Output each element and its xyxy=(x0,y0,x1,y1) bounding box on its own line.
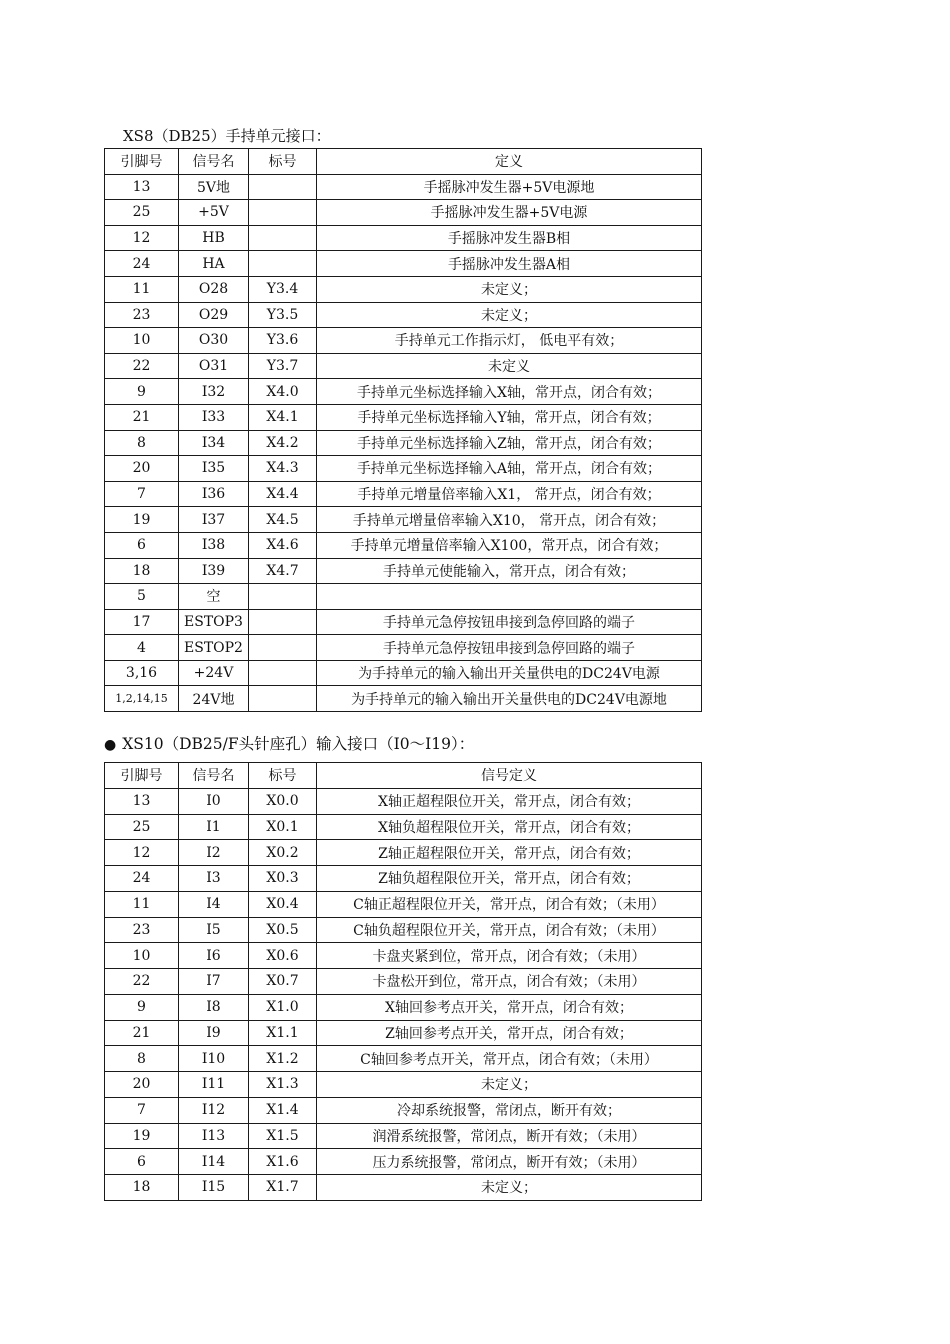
cell-pin: 8 xyxy=(105,1046,179,1072)
cell-signal: I0 xyxy=(179,788,249,814)
cell-definition: 未定义； xyxy=(317,1072,702,1098)
cell-pin: 10 xyxy=(105,943,179,969)
cell-label: X4.1 xyxy=(249,404,317,430)
handheld-interface-table xyxy=(104,148,702,712)
cell-definition: 手持单元增量倍率输入X10， 常开点，闭合有效； xyxy=(317,507,702,533)
cell-signal: O29 xyxy=(179,302,249,328)
cell-label: X0.7 xyxy=(249,969,317,995)
cell-pin: 5 xyxy=(105,584,179,610)
section2-title-line xyxy=(104,733,474,756)
cell-pin: 13 xyxy=(105,788,179,814)
cell-signal: I6 xyxy=(179,943,249,969)
cell-label xyxy=(249,609,317,635)
cell-pin: 8 xyxy=(105,430,179,456)
table-row xyxy=(105,660,702,686)
cell-label: Y3.7 xyxy=(249,353,317,379)
cell-pin: 19 xyxy=(105,507,179,533)
cell-pin: 11 xyxy=(105,891,179,917)
cell-label: X0.3 xyxy=(249,866,317,892)
cell-definition xyxy=(317,584,702,610)
cell-definition: 手持单元使能输入，常开点，闭合有效； xyxy=(317,558,702,584)
cell-pin: 9 xyxy=(105,379,179,405)
cell-pin: 12 xyxy=(105,840,179,866)
cell-signal: I10 xyxy=(179,1046,249,1072)
cell-signal: I7 xyxy=(179,969,249,995)
cell-label xyxy=(249,635,317,661)
cell-signal: I1 xyxy=(179,814,249,840)
cell-label: X0.0 xyxy=(249,788,317,814)
table-row xyxy=(105,635,702,661)
input-interface-table xyxy=(104,762,702,1201)
cell-pin: 11 xyxy=(105,276,179,302)
cell-label: X1.6 xyxy=(249,1149,317,1175)
cell-signal: I13 xyxy=(179,1123,249,1149)
cell-label: Y3.6 xyxy=(249,328,317,354)
cell-definition: 未定义 xyxy=(317,353,702,379)
table-row xyxy=(105,1123,702,1149)
cell-label: X4.4 xyxy=(249,481,317,507)
cell-pin: 24 xyxy=(105,866,179,892)
cell-signal: I37 xyxy=(179,507,249,533)
cell-definition: 手持单元坐标选择输入Y轴，常开点，闭合有效； xyxy=(317,404,702,430)
table-row xyxy=(105,251,702,277)
table-row xyxy=(105,379,702,405)
table-row xyxy=(105,943,702,969)
cell-signal: I11 xyxy=(179,1072,249,1098)
cell-pin: 10 xyxy=(105,328,179,354)
cell-definition: Z轴回参考点开关，常开点，闭合有效； xyxy=(317,1020,702,1046)
cell-definition: 未定义； xyxy=(317,276,702,302)
cell-pin: 25 xyxy=(105,200,179,226)
table-row xyxy=(105,174,702,200)
cell-pin: 7 xyxy=(105,481,179,507)
cell-definition: 手摇脉冲发生器A相 xyxy=(317,251,702,277)
cell-label: Y3.4 xyxy=(249,276,317,302)
cell-pin: 20 xyxy=(105,1072,179,1098)
cell-signal: I38 xyxy=(179,532,249,558)
cell-pin: 12 xyxy=(105,225,179,251)
cell-label: X4.6 xyxy=(249,532,317,558)
cell-definition: Z轴负超程限位开关，常开点，闭合有效； xyxy=(317,866,702,892)
cell-signal: O31 xyxy=(179,353,249,379)
cell-definition: 手持单元坐标选择输入A轴，常开点，闭合有效； xyxy=(317,456,702,482)
cell-signal: I39 xyxy=(179,558,249,584)
table-row xyxy=(105,1046,702,1072)
table-row xyxy=(105,788,702,814)
table-row xyxy=(105,1072,702,1098)
table-row xyxy=(105,609,702,635)
cell-pin: 18 xyxy=(105,1175,179,1201)
cell-pin: 4 xyxy=(105,635,179,661)
cell-signal: I5 xyxy=(179,917,249,943)
table-row xyxy=(105,1097,702,1123)
cell-pin: 21 xyxy=(105,1020,179,1046)
cell-label: X1.7 xyxy=(249,1175,317,1201)
cell-pin: 21 xyxy=(105,404,179,430)
table-row xyxy=(105,558,702,584)
cell-signal: +24V xyxy=(179,660,249,686)
cell-label: X1.4 xyxy=(249,1097,317,1123)
cell-signal: ESTOP3 xyxy=(179,609,249,635)
cell-label: X4.7 xyxy=(249,558,317,584)
cell-definition: 手持单元增量倍率输入X1， 常开点，闭合有效； xyxy=(317,481,702,507)
table1-body xyxy=(105,174,702,711)
table-row xyxy=(105,840,702,866)
header-definition: 信号定义 xyxy=(317,763,702,789)
cell-signal: I2 xyxy=(179,840,249,866)
cell-label: X4.5 xyxy=(249,507,317,533)
cell-definition: 冷却系统报警，常闭点，断开有效； xyxy=(317,1097,702,1123)
table-row xyxy=(105,814,702,840)
cell-pin: 13 xyxy=(105,174,179,200)
cell-definition: 手摇脉冲发生器+5V电源 xyxy=(317,200,702,226)
cell-label: X1.2 xyxy=(249,1046,317,1072)
table-row xyxy=(105,1020,702,1046)
cell-definition: 润滑系统报警，常闭点，断开有效；（未用） xyxy=(317,1123,702,1149)
table-row xyxy=(105,481,702,507)
cell-pin: 23 xyxy=(105,302,179,328)
cell-pin: 20 xyxy=(105,456,179,482)
cell-definition: X轴负超程限位开关，常开点，闭合有效； xyxy=(317,814,702,840)
cell-label: X0.1 xyxy=(249,814,317,840)
cell-definition: 手持单元坐标选择输入X轴，常开点，闭合有效； xyxy=(317,379,702,405)
cell-signal: I36 xyxy=(179,481,249,507)
cell-signal: I33 xyxy=(179,404,249,430)
table-row xyxy=(105,917,702,943)
section2-title: XS10（DB25/F头针座孔）输入接口（I0～I19）： xyxy=(122,735,475,753)
cell-signal: I35 xyxy=(179,456,249,482)
bullet-icon: ● xyxy=(104,737,117,753)
cell-pin: 3,16 xyxy=(105,660,179,686)
cell-signal: I34 xyxy=(179,430,249,456)
cell-label: X4.2 xyxy=(249,430,317,456)
table-row xyxy=(105,584,702,610)
cell-pin: 22 xyxy=(105,353,179,379)
table-row xyxy=(105,1149,702,1175)
header-label: 标号 xyxy=(249,763,317,789)
cell-definition: 手摇脉冲发生器+5V电源地 xyxy=(317,174,702,200)
table-row xyxy=(105,456,702,482)
header-signal: 信号名 xyxy=(179,763,249,789)
cell-signal: I32 xyxy=(179,379,249,405)
cell-signal: HB xyxy=(179,225,249,251)
cell-definition: 手摇脉冲发生器B相 xyxy=(317,225,702,251)
cell-definition: 压力系统报警，常闭点，断开有效；（未用） xyxy=(317,1149,702,1175)
cell-pin: 7 xyxy=(105,1097,179,1123)
cell-label: X4.3 xyxy=(249,456,317,482)
table-row xyxy=(105,328,702,354)
table-row xyxy=(105,686,702,712)
header-pin: 引脚号 xyxy=(105,763,179,789)
cell-definition: 未定义； xyxy=(317,1175,702,1201)
cell-definition: C轴正超程限位开关，常开点，闭合有效；（未用） xyxy=(317,891,702,917)
cell-definition: 手持单元增量倍率输入X100，常开点，闭合有效； xyxy=(317,532,702,558)
cell-signal: +5V xyxy=(179,200,249,226)
cell-signal: I3 xyxy=(179,866,249,892)
cell-label xyxy=(249,225,317,251)
cell-definition: 手持单元工作指示灯， 低电平有效； xyxy=(317,328,702,354)
table-row xyxy=(105,302,702,328)
cell-definition: 手持单元急停按钮串接到急停回路的端子 xyxy=(317,635,702,661)
cell-definition: 为手持单元的输入输出开关量供电的DC24V电源地 xyxy=(317,686,702,712)
table-header-row xyxy=(105,149,702,175)
cell-signal: 空 xyxy=(179,584,249,610)
header-signal: 信号名 xyxy=(179,149,249,175)
cell-label: X0.5 xyxy=(249,917,317,943)
cell-signal: HA xyxy=(179,251,249,277)
cell-signal: ESTOP2 xyxy=(179,635,249,661)
cell-pin: 1,2,14,15 xyxy=(105,686,179,712)
table-row xyxy=(105,994,702,1020)
cell-signal: I4 xyxy=(179,891,249,917)
cell-signal: I8 xyxy=(179,994,249,1020)
table-row xyxy=(105,532,702,558)
cell-label: X0.2 xyxy=(249,840,317,866)
cell-pin: 24 xyxy=(105,251,179,277)
cell-label: X0.4 xyxy=(249,891,317,917)
table2-body xyxy=(105,788,702,1200)
cell-definition: 卡盘松开到位，常开点，闭合有效；（未用） xyxy=(317,969,702,995)
cell-pin: 9 xyxy=(105,994,179,1020)
cell-definition: 手持单元坐标选择输入Z轴，常开点，闭合有效； xyxy=(317,430,702,456)
cell-definition: 卡盘夹紧到位，常开点，闭合有效；（未用） xyxy=(317,943,702,969)
table-row xyxy=(105,891,702,917)
cell-definition: 为手持单元的输入输出开关量供电的DC24V电源 xyxy=(317,660,702,686)
cell-definition: X轴回参考点开关，常开点，闭合有效； xyxy=(317,994,702,1020)
table-row xyxy=(105,225,702,251)
cell-signal: I9 xyxy=(179,1020,249,1046)
cell-signal: I12 xyxy=(179,1097,249,1123)
table-row xyxy=(105,200,702,226)
table-row xyxy=(105,507,702,533)
table-row xyxy=(105,1175,702,1201)
cell-signal: O28 xyxy=(179,276,249,302)
cell-label xyxy=(249,686,317,712)
cell-signal: 24V地 xyxy=(179,686,249,712)
cell-signal: I14 xyxy=(179,1149,249,1175)
cell-pin: 18 xyxy=(105,558,179,584)
cell-definition: 未定义； xyxy=(317,302,702,328)
table-row xyxy=(105,969,702,995)
cell-definition: C轴回参考点开关，常开点，闭合有效；（未用） xyxy=(317,1046,702,1072)
cell-signal: I15 xyxy=(179,1175,249,1201)
cell-label: X1.3 xyxy=(249,1072,317,1098)
cell-pin: 6 xyxy=(105,1149,179,1175)
cell-label xyxy=(249,174,317,200)
table-row xyxy=(105,353,702,379)
cell-pin: 17 xyxy=(105,609,179,635)
cell-signal: 5V地 xyxy=(179,174,249,200)
cell-label: X1.5 xyxy=(249,1123,317,1149)
cell-label: X4.0 xyxy=(249,379,317,405)
cell-signal: O30 xyxy=(179,328,249,354)
cell-label: X0.6 xyxy=(249,943,317,969)
cell-pin: 19 xyxy=(105,1123,179,1149)
cell-label xyxy=(249,200,317,226)
cell-pin: 6 xyxy=(105,532,179,558)
table-row xyxy=(105,404,702,430)
table-header-row xyxy=(105,763,702,789)
cell-definition: 手持单元急停按钮串接到急停回路的端子 xyxy=(317,609,702,635)
cell-label: X1.1 xyxy=(249,1020,317,1046)
header-label: 标号 xyxy=(249,149,317,175)
cell-definition: Z轴正超程限位开关，常开点，闭合有效； xyxy=(317,840,702,866)
table-row xyxy=(105,276,702,302)
cell-definition: C轴负超程限位开关，常开点，闭合有效；（未用） xyxy=(317,917,702,943)
cell-label xyxy=(249,251,317,277)
cell-label: Y3.5 xyxy=(249,302,317,328)
cell-pin: 25 xyxy=(105,814,179,840)
cell-definition: X轴正超程限位开关，常开点，闭合有效； xyxy=(317,788,702,814)
header-pin: 引脚号 xyxy=(105,149,179,175)
cell-pin: 23 xyxy=(105,917,179,943)
section1-title: XS8（DB25）手持单元接口： xyxy=(123,127,331,145)
table-row xyxy=(105,866,702,892)
cell-pin: 22 xyxy=(105,969,179,995)
cell-label xyxy=(249,660,317,686)
table-row xyxy=(105,430,702,456)
header-definition: 定义 xyxy=(317,149,702,175)
cell-label xyxy=(249,584,317,610)
cell-label: X1.0 xyxy=(249,994,317,1020)
